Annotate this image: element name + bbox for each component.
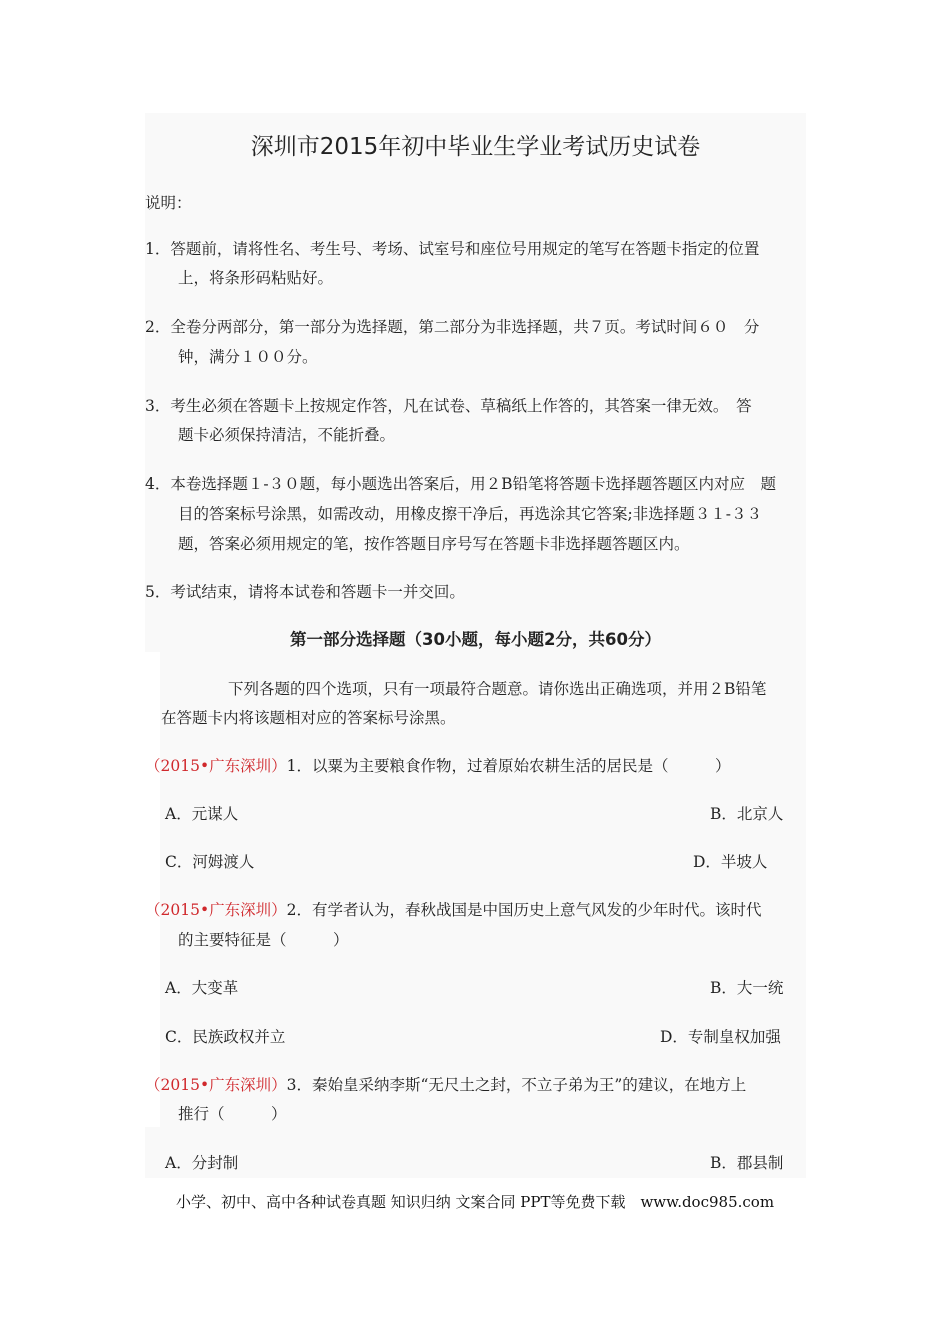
paper-margin-gap — [145, 652, 160, 1127]
instruction-1-line-1: 1．答题前，请将性名、考生号、考场、试室号和座位号用规定的笔写在答题卡指定的位置 — [145, 240, 760, 258]
instruction-4-line-1: 4．本卷选择题１-３０题，每小题选出答案后，用２B铅笔将答题卡选择题答题区内对应 题 — [145, 475, 776, 493]
question-2-stem-line-2: 的主要特征是（ ） — [178, 931, 349, 949]
question-2-option-c: C．民族政权并立 — [165, 1028, 286, 1046]
page-footer: 小学、初中、高中各种试卷真题 知识归纳 文案合同 PPT等免费下载 www.doc985.com — [175, 1193, 775, 1211]
question-3-stem-line-2: 推行（ ） — [178, 1105, 287, 1123]
question-1-option-d: D．半坡人 — [693, 853, 768, 871]
question-source: （2015•广东深圳） — [145, 1076, 287, 1094]
question-2-option-d: D．专制皇权加强 — [660, 1028, 781, 1046]
instruction-1-line-2: 上，将条形码粘贴好。 — [178, 269, 334, 287]
exam-title: 深圳市2015年初中毕业生学业考试历史试卷 — [250, 134, 701, 160]
question-source: （2015•广东深圳） — [145, 757, 287, 775]
question-2-option-b: B．大一统 — [710, 979, 784, 997]
question-3 — [145, 1075, 746, 1095]
instruction-4-line-3: 题，答案必须用规定的笔，按作答题目序号写在答题卡非选择题答题区内。 — [178, 535, 690, 553]
question-2 — [145, 900, 761, 920]
instruction-2-line-2: 钟，满分１００分。 — [178, 348, 318, 366]
section-intro-line-2: 在答题卡内将该题相对应的答案标号涂黑。 — [161, 709, 456, 727]
instruction-3-line-2: 题卡必须保持清洁，不能折叠。 — [178, 426, 396, 444]
question-1-option-b: B．北京人 — [710, 805, 784, 823]
question-3-option-b: B．郡县制 — [710, 1154, 784, 1172]
question-2-option-a: A．大变革 — [165, 979, 239, 997]
question-stem: 3．秦始皇采纳李斯“无尺土之封，不立子弟为王”的建议，在地方上 — [286, 1076, 747, 1094]
instruction-4-line-2: 目的答案标号涂黑，如需改动，用橡皮擦干净后，再选涂其它答案;非选择题３１-３３ — [178, 505, 762, 523]
question-1 — [145, 756, 730, 776]
section-intro-line-1: 下列各题的四个选项，只有一项最符合题意。请你选出正确选项，并用２B铅笔 — [228, 680, 767, 698]
section-title: 第一部分选择题（30小题，每小题2分，共60分） — [290, 630, 661, 649]
question-stem: 2．有学者认为，春秋战国是中国历史上意气风发的少年时代。该时代 — [286, 901, 762, 919]
question-stem: 1．以粟为主要粮食作物，过着原始农耕生活的居民是（ ） — [286, 757, 731, 775]
question-3-option-a: A．分封制 — [165, 1154, 239, 1172]
question-1-option-c: C．河姆渡人 — [165, 853, 255, 871]
instruction-5-line-1: 5．考试结束，请将本试卷和答题卡一并交回。 — [145, 583, 465, 601]
instructions-heading: 说明： — [145, 194, 192, 212]
question-1-option-a: A．元谋人 — [165, 805, 239, 823]
question-source: （2015•广东深圳） — [145, 901, 287, 919]
instruction-2-line-1: 2．全卷分两部分，第一部分为选择题，第二部分为非选择题，共７页。考试时间６０ 分 — [145, 318, 760, 336]
instruction-3-line-1: 3．考生必须在答题卡上按规定作答，凡在试卷、草稿纸上作答的，其答案一律无效。 答 — [145, 397, 752, 415]
